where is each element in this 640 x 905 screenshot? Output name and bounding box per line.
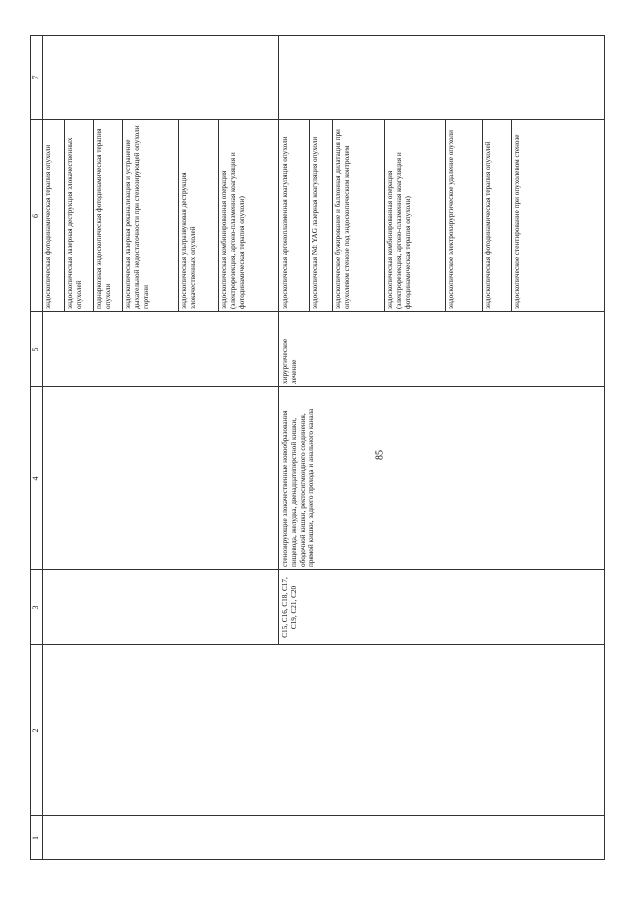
- condition-description: стенозирующие злокачественные новообразования пищевода, желудка, двенадцатиперстной кишки, ободочной кишки, ректосигмоидного соединения, прямой кишки, заднего прохода и анального канала: [281, 408, 316, 567]
- column-divider: [30, 644, 605, 645]
- row-divider: [511, 120, 512, 312]
- column-divider: [30, 815, 605, 816]
- method-cell: эндоскопическая лазерная реканализация и устранение дыхательной недостаточности при стенозирующей опухоли гортани: [124, 125, 150, 309]
- row-divider: [384, 120, 385, 312]
- row-divider: [332, 120, 333, 312]
- header-divider: [42, 35, 43, 860]
- column-number: 6: [31, 214, 40, 218]
- column-divider: [30, 386, 605, 387]
- row-divider: [218, 120, 219, 312]
- page-number: 85: [374, 450, 386, 460]
- method-cell: эндоскопическая ультразвуковая деструкция злокачественных опухолей: [180, 172, 197, 309]
- column-number: 1: [31, 836, 40, 840]
- method-cell: эндоскопическая комбинированная операция (электрорезекция, аргоно-плазменная коагуляция и фотодинамическая терапия опухоли): [386, 152, 412, 309]
- treatment-type: хирургическое лечение: [281, 338, 298, 384]
- column-number: 7: [31, 75, 40, 80]
- row-divider: [309, 120, 310, 312]
- row-divider: [482, 120, 483, 312]
- entry-divider: [278, 112, 279, 645]
- row-divider: [64, 120, 65, 312]
- column-number: 5: [31, 347, 40, 352]
- column-divider: [30, 569, 605, 570]
- row-divider: [178, 120, 179, 312]
- column-divider: [30, 311, 605, 312]
- column-number: 2: [31, 728, 40, 733]
- entry-divider: [278, 35, 279, 120]
- method-cell: эндоскопическое бужирование и баллонная дилатация при опухолевом стенозе под эндоскопическим контролем: [334, 129, 351, 309]
- method-cell: эндоскопическая лазерная деструкция злокачественных опухолей: [66, 137, 83, 309]
- method-cell: эндоскопическая Nd: YAG лазерная коагуляция опухоли: [311, 136, 319, 309]
- method-cell: эндоскопическая аргоноплазменная коагуляция опухоли: [281, 136, 289, 309]
- row-divider: [445, 120, 446, 312]
- column-number: 3: [31, 605, 40, 610]
- column-number: 4: [31, 476, 40, 481]
- column-divider: [30, 119, 605, 120]
- rotated-table: [30, 35, 605, 860]
- method-cell: эндоскопическое стентирование при опухолевом стенозе: [513, 134, 521, 309]
- method-cell: эндоскопическая комбинированная операция (электрорезекция, аргоно-плазменная коагуляция и фотодинамическая терапия опухоли): [220, 152, 246, 309]
- row-divider: [93, 120, 94, 312]
- method-cell: эндоскопическое электрохирургическое удаление опухоли: [447, 130, 455, 309]
- row-divider: [122, 120, 123, 312]
- method-cell: эндоскопическая фотодинамическая терапия опухоли: [44, 144, 52, 309]
- method-cell: эндоскопическая фотодинамическая терапия опухолей: [484, 141, 492, 309]
- method-cell: поднаркозная эндоскопическая фотодинамическая терапия опухоли: [95, 128, 112, 309]
- diagnosis-codes: C15, C16, C18, C17, C19, C21, C20: [281, 577, 298, 638]
